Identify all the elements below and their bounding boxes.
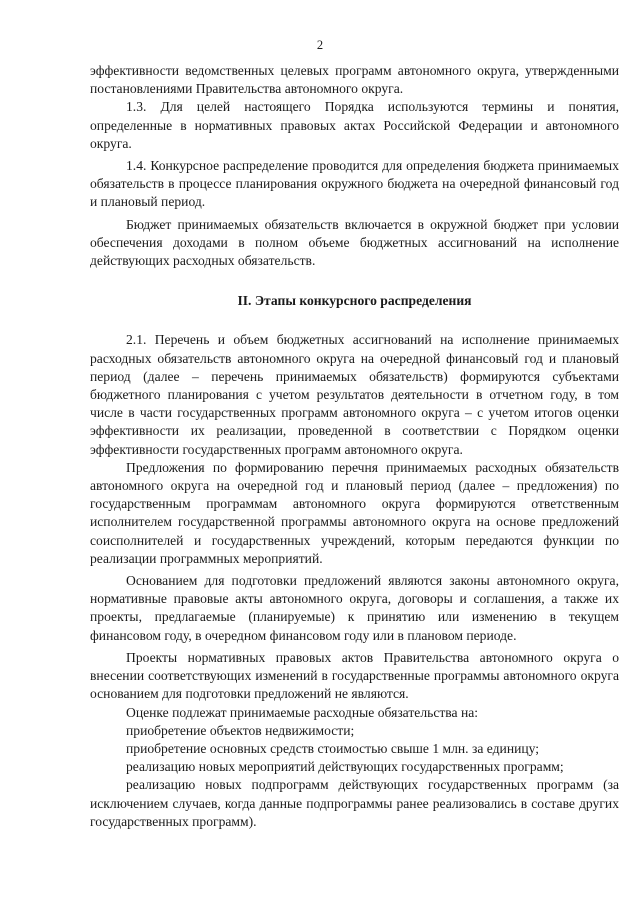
page-number: 2 (316, 38, 324, 52)
section-heading: II. Этапы конкурсного распределения (237, 293, 472, 309)
list-item: приобретение объектов недвижимости; (126, 722, 355, 738)
paragraph-1-3: 1.3. Для целей настоящего Порядка используются термины и понятия, определенные в нормативных правовых актах Российской Федерации и автономного округа. (90, 99, 619, 151)
list-item: реализацию новых подпрограмм действующих государственных программ (за исключением случаев, когда данные подпрограммы ранее реализовались в составе других государственных программ). (90, 777, 619, 829)
paragraph-projects: Проекты нормативных правовых актов Правительства автономного округа о внесении соответствующих изменений в государственные программы автономного округа основанием для подготовки предложений не являются. (90, 649, 619, 702)
paragraph-2-1: 2.1. Перечень и объем бюджетных ассигнований на исполнение принимаемых расходных обязательств автономного округа на очередной финансовый год и плановый период (далее – перечень принимаемых обязательств) формируются субъектами бюджетного планирования с учетом результатов деятельности в отчетном году, в том числе в части государственных программ автономного округа – с учетом итогов оценки эффективности их реализации, проведенной в соответствии с Порядком оценки эффективности государственных программ автономного округа. (90, 332, 619, 457)
paragraph-continuation: эффективности ведомственных целевых программ автономного округа, утвержденными постановлениями Правительства автономного округа. (90, 63, 619, 97)
document-body (90, 62, 619, 831)
list-item: реализацию новых мероприятий действующих государственных программ; (126, 759, 564, 775)
paragraph-proposals: Предложения по формированию перечня принимаемых расходных обязательств автономного округа на очередной год и плановый период (далее – предложения) по государственным программам автономного округа формируются ответственным исполнителем государственной программы автономного округа на основе предложений соисполнителей и государственных учреждений, которым передаются функции по реализации программных мероприятий. (90, 459, 619, 566)
list-item: приобретение основных средств стоимостью свыше 1 млн. за единицу; (126, 740, 540, 756)
paragraph-subject: Оценке подлежат принимаемые расходные обязательства на: (126, 704, 479, 720)
paragraph-budget: Бюджет принимаемых обязательств включается в окружной бюджет при условии обеспечения доходами в полном объеме бюджетных ассигнований на исполнение действующих расходных обязательств. (90, 216, 619, 269)
paragraph-basis: Основанием для подготовки предложений являются законы автономного округа, нормативные правовые акты автономного округа, договоры и соглашения, а также их проекты, предлагаемые (планируемые) к принятию или изменению в текущем финансовом году, в очередном финансовом году или в плановом периоде. (90, 573, 619, 643)
paragraph-1-4: 1.4. Конкурсное распределение проводится для определения бюджета принимаемых обязательств в процессе планирования окружного бюджета на очередной финансовый год и плановый период. (90, 158, 619, 210)
